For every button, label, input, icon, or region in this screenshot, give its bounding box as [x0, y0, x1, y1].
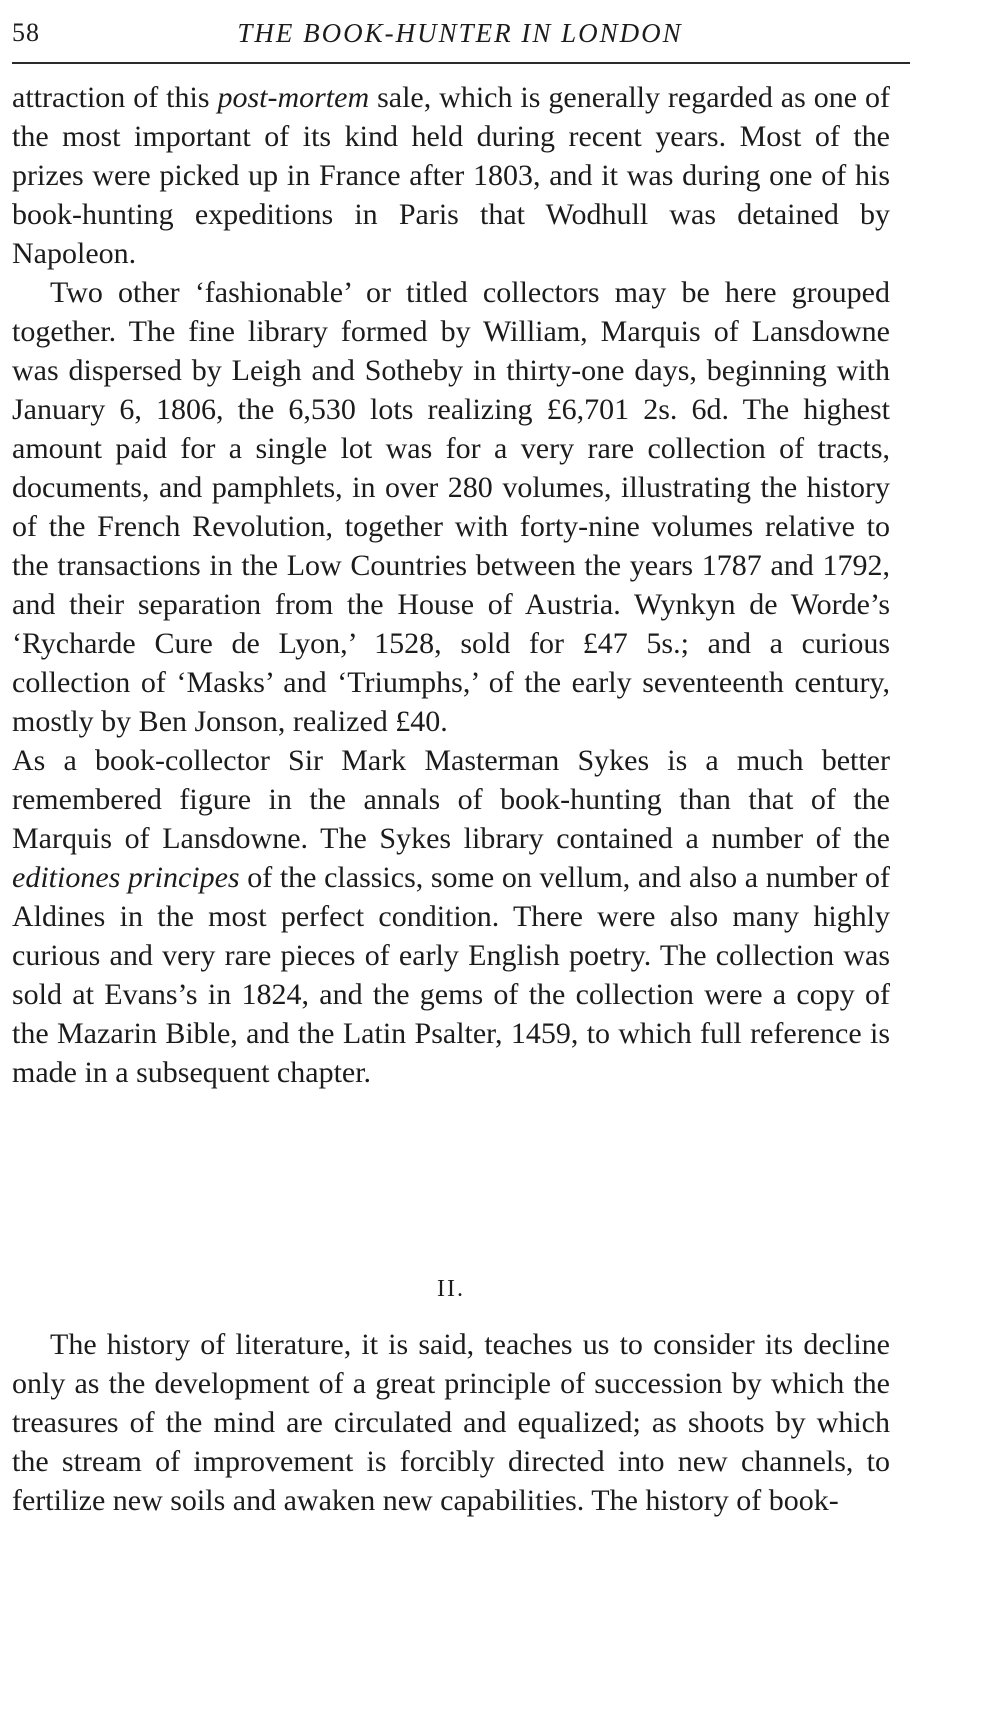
running-title: THE BOOK-HUNTER IN LONDON [237, 18, 683, 48]
paragraph-text: attraction of this [12, 81, 218, 114]
page-number: 58 [12, 18, 40, 47]
paragraph-text: As a book-collector Sir Mark Masterman Sykes is a much better remembered figure in the annals of book-hunting than that of the Marquis of Lansdowne. The Sykes library contained a number of the [12, 744, 890, 855]
paragraph-lansdowne: Two other ‘fashionable’ or titled collectors may be here grouped together. The fine library formed by William, Marquis of Lansdowne was dispersed by Leigh and Sotheby in thirty-one days, beginning with January 6, 1806, the 6,530 lots realizing £6,701 2s. 6d. The highest amount paid for a single lot was for a very rare collection of tracts, documents, and pamphlets, in over 280 volumes, illustrating the history of the French Revolution, together with forty-nine volumes relative to the transactions in the Low Countries between the years 1787 and 1792, and their separation from the House of Austria. Wynkyn de Worde’s ‘Rycharde Cure de Lyon,’ 1528, sold for £47 5s.; and a curious collection of ‘Masks’ and ‘Triumphs,’ of the early seventeenth century, mostly by Ben Jonson, realized £40. [12, 276, 890, 738]
header-rule [12, 62, 910, 64]
italic-term: editiones principes [12, 861, 240, 894]
main-text [12, 78, 890, 1092]
paragraph-sykes [12, 741, 890, 1092]
italic-term: post-mortem [217, 81, 370, 114]
page-header [12, 12, 908, 60]
paragraph-wodhull [12, 78, 890, 273]
section-heading: II. [437, 1276, 465, 1302]
section-text [12, 1325, 890, 1520]
paragraph-text: sale, which is generally regarded as one of the most important of its kind held during recent years. Most of the prizes were picked up in France after 1803, and it was during one of his book-hunting expeditions in Paris that Wodhull was detained by Napoleon. [12, 81, 890, 270]
paragraph-literature-history: The history of literature, it is said, teaches us to consider its decline only as the development of a great principle of succession by which the treasures of the mind are circulated and equalized; as shoots by which the stream of improvement is forcibly directed into new channels, to fertilize new soils and awaken new capabilities. The history of book- [12, 1328, 890, 1517]
paragraph-text: of the classics, some on vellum, and also a number of Aldines in the most perfect condition. There were also many highly curious and very rare pieces of early English poetry. The collection was sold at Evans’s in 1824, and the gems of the collection were a copy of the Mazarin Bible, and the Latin Psalter, 1459, to which full reference is made in a subsequent chapter. [12, 861, 890, 1089]
